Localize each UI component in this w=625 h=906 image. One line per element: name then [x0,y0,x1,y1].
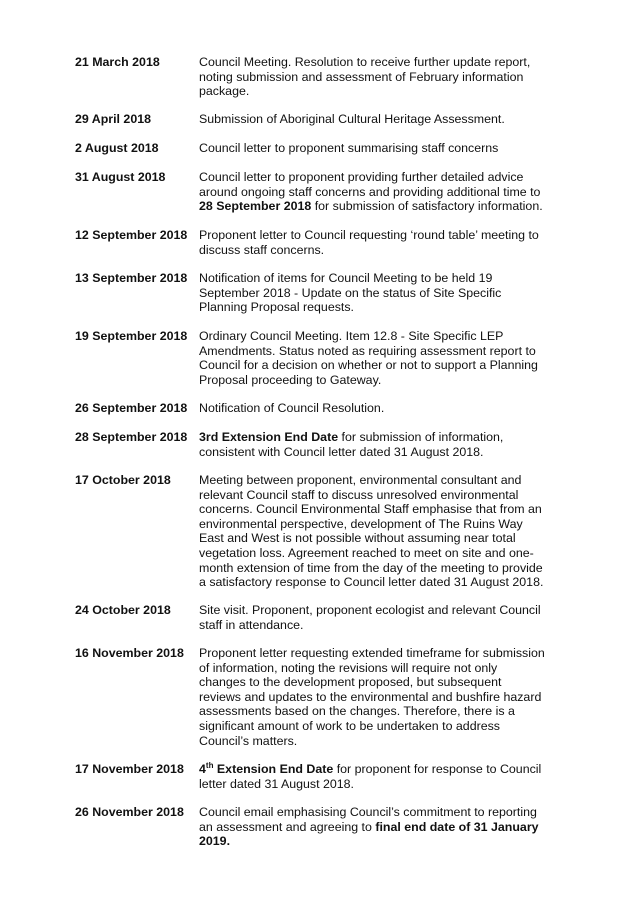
description-line [199,271,555,286]
entry-date: 28 September 2018 [75,430,188,444]
description-line [199,719,555,734]
entry-description [199,603,555,632]
description-line [199,734,555,749]
description-text: Proposal proceeding to Gateway. [199,372,382,387]
description-line [199,228,555,243]
description-text: Council Meeting. Resolution to receive further update report, [199,55,531,69]
description-line [199,344,555,359]
description-line [199,603,555,618]
entry-date: 26 September 2018 [75,401,188,415]
description-text: assessments based on the changes. Therefore, there is a [199,704,515,719]
emphasis-text: 3rd Extension End Date [199,430,339,444]
emphasis-text: 28 September 2018 [199,199,312,214]
superscript-text: th [205,760,214,770]
description-text: Council letter to proponent summarising staff concerns [199,141,499,155]
description-text: East and West is not possible without assuming near total [199,531,516,546]
entry-description [199,473,555,590]
description-text: Site visit. Proponent, proponent ecologist and relevant Council [199,603,541,617]
description-text: reviews and updates to the environmental and bushfire hazard [199,689,542,704]
description-text: Ordinary Council Meeting. Item 12.8 - Site Specific LEP [199,329,504,343]
description-text: environmental perspective, development of The Ruins Way [199,516,523,531]
description-text: Meeting between proponent, environmental consultant and [199,473,522,487]
description-line [199,286,555,301]
description-text: Proponent letter to Council requesting ‘round table’ meeting to [199,228,539,242]
description-text: Amendments. Status noted as requiring assessment report to [199,343,536,358]
description-line [199,618,555,633]
description-text: September 2018 - Update on the status of Site Specific [199,285,502,300]
description-line [199,762,555,777]
entry-date: 24 October 2018 [75,603,171,617]
entry-description [199,112,555,127]
description-line [199,661,555,676]
description-line [199,329,555,344]
entry-date: 12 September 2018 [75,228,188,242]
description-line [199,675,555,690]
entry-description [199,55,555,99]
description-line [199,170,555,185]
entry-date: 16 November 2018 [75,646,184,660]
description-text: noting submission and assessment of February information [199,69,524,84]
description-text: Council letter to proponent providing further detailed advice [199,170,524,184]
entry-date: 13 September 2018 [75,271,188,285]
emphasis-text: 2019. [199,834,231,849]
entry-date: 29 April 2018 [75,112,151,126]
entry-date: 31 August 2018 [75,170,166,184]
entry-description [199,430,555,459]
description-text: relevant Council staff to discuss unresolved environmental [199,487,519,502]
description-text: discuss staff concerns. [199,242,325,257]
description-line [199,704,555,719]
description-line [199,575,555,590]
description-text: changes to the development proposed, but subsequent [199,675,502,690]
description-line [199,646,555,661]
description-line [199,561,555,576]
entry-date: 19 September 2018 [75,329,188,343]
description-text: Planning Proposal requests. [199,300,354,315]
description-text: significant amount of work to be undertaken to address [199,718,500,733]
entry-date: 21 March 2018 [75,55,160,69]
entry-description [199,805,555,849]
description-line [199,546,555,561]
emphasis-text: final end date of 31 January [375,819,539,834]
description-text: of information, noting the revisions will require not only [199,660,498,675]
description-line [199,112,555,127]
description-line [199,70,555,85]
description-text: concerns. Council Environmental Staff emphasise that from an [199,502,542,517]
description-line [199,300,555,315]
description-text: for submission of satisfactory information. [311,199,543,214]
entry-description [199,271,555,315]
description-text: Council email emphasising Council’s commitment to reporting [199,805,537,819]
entry-date: 17 November 2018 [75,762,184,776]
description-text: an assessment and agreeing to [199,819,376,834]
entry-date: 26 November 2018 [75,805,184,819]
description-line [199,445,555,460]
emphasis-text: 4 [199,762,206,776]
description-text: Notification of items for Council Meeting to be held 19 [199,271,493,285]
description-text: Submission of Aboriginal Cultural Heritage Assessment. [199,112,505,126]
description-text: a satisfactory response to Council letter dated 31 August 2018. [199,575,544,590]
description-line [199,473,555,488]
description-line [199,185,555,200]
entry-description [199,170,555,214]
description-text: vegetation loss. Agreement reached to meet on site and one- [199,545,534,560]
description-text: around ongoing staff concerns and providing additional time to [199,184,541,199]
description-text: month extension of time from the day of the meeting to provide [199,560,543,575]
description-line [199,430,555,445]
description-line [199,502,555,517]
description-text: consistent with Council letter dated 31 August 2018. [199,444,484,459]
description-line [199,84,555,99]
entry-description [199,228,555,257]
description-line [199,243,555,258]
description-text: Council’s matters. [199,733,298,748]
entry-date: 17 October 2018 [75,473,171,487]
description-line [199,690,555,705]
description-line [199,488,555,503]
description-line [199,55,555,70]
description-line [199,834,555,849]
description-line [199,373,555,388]
description-line [199,805,555,820]
entry-description [199,401,555,416]
description-line [199,358,555,373]
entry-description [199,329,555,387]
description-text: for submission of information, [338,430,504,444]
description-text: Notification of Council Resolution. [199,401,385,415]
emphasis-text: Extension End Date [213,762,334,776]
entry-date: 2 August 2018 [75,141,159,155]
description-line [199,199,555,214]
description-text: for proponent for response to Council [333,762,542,776]
description-text: Council for a decision on whether or not to support a Planning [199,358,538,373]
description-line [199,777,555,792]
entry-description [199,762,555,791]
description-line [199,820,555,835]
description-text: Proponent letter requesting extended timeframe for submission [199,646,545,660]
description-line [199,141,555,156]
description-line [199,531,555,546]
description-text: letter dated 31 August 2018. [199,776,355,791]
description-text: staff in attendance. [199,617,304,632]
description-text: package. [199,84,250,99]
description-line [199,401,555,416]
description-line [199,517,555,532]
entry-description [199,141,555,156]
entry-description [199,646,555,748]
